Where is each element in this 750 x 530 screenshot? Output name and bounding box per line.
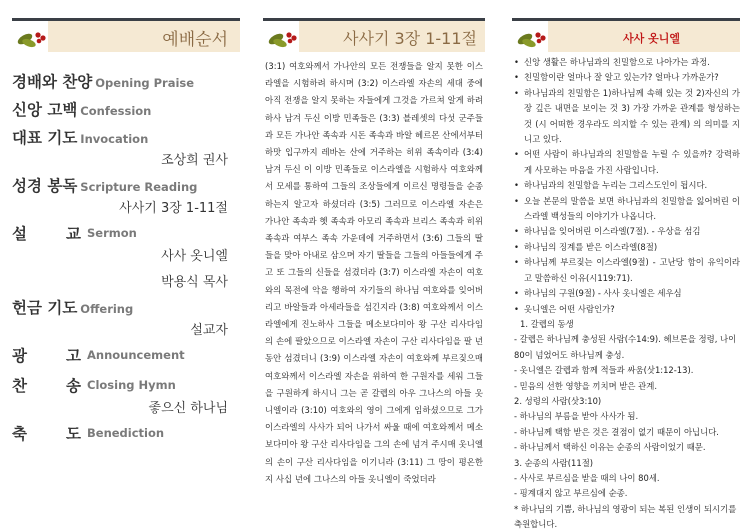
scripture-column	[263, 18, 485, 530]
invocation-leader: 조상희 권사	[161, 153, 228, 168]
list-item: • 친밀함이란 얼마나 잘 알고 있는가? 얼마나 가까운가?	[512, 70, 740, 85]
sermon-notes-column	[512, 18, 740, 530]
column-header	[263, 18, 485, 52]
column-header	[512, 18, 740, 52]
item-korean-2: 송	[66, 377, 81, 395]
item-english: Announcement	[87, 348, 185, 362]
item-english: Scripture Reading	[80, 180, 198, 194]
order-of-worship-column	[12, 18, 240, 530]
item-korean-1: 찬	[12, 377, 27, 395]
section-heading: 2. 성령의 사람(삿3:10)	[514, 395, 602, 406]
item-korean-1: 광	[12, 347, 27, 365]
item-korean: 성경 봉독	[12, 177, 78, 195]
scripture-title: 사사기 3장 1-11절	[343, 29, 477, 48]
closing-blessing: * 하나님의 기쁨, 하나님의 영광이 되는 복된 인생이 되시기를 축원합니다.	[514, 503, 737, 530]
item-korean-2: 도	[66, 425, 81, 443]
section-line: - 사사로 부르심을 받을 때의 나이 80세.	[514, 472, 660, 483]
sermon-bullets	[512, 55, 740, 317]
worship-item-announcement	[12, 344, 240, 366]
worship-item-offering	[12, 296, 240, 318]
list-item: • 옷니엘은 어떤 사람인가?	[512, 302, 740, 317]
worship-item-closing-hymn	[12, 374, 240, 396]
sermon-notes	[512, 52, 740, 530]
sermon-preacher: 박용식 목사	[161, 275, 228, 290]
section-heading: 3. 순종의 사람(11절)	[514, 457, 594, 468]
section-heading: 1. 갈렙의 동생	[520, 318, 574, 329]
worship-item-opening-praise	[12, 70, 240, 92]
list-item: • 하나님의 구원(9절) - 사사 옷니엘은 세우심	[512, 286, 740, 301]
item-english: Confession	[80, 104, 152, 118]
column-header	[12, 18, 240, 52]
leaf-berries-icon	[516, 25, 550, 51]
offering-leader: 설교자	[190, 323, 228, 338]
section-line: - 하나님의 부름을 받아 사사가 됨.	[514, 411, 639, 422]
section-line: - 믿음의 선한 영향을 끼치며 받은 관계.	[514, 380, 658, 391]
scripture-text: (3:1) 여호와께서 가나안의 모든 전쟁들을 알지 못한 이스라엘을 시험하려 하시며 (3:2) 이스라엘 자손의 세대 중에 아직 전쟁을 알지 못하는 자들에게 그것을 가르쳐 알게 하려 하사 남겨 두신 이방 민족들은 (3:3) 블레셋의 다섯 군주들과 모든 가나안 족속과 시돈 족속과 바알 헤르몬 산에서부터 하맛 입구까지 레바논 산에 거주하는 히위 족속이라 (3:4) 남겨 두신 이 이방 민족들로 이스라엘을 시험하사 여호와께서 모세를 통하여 그들의 조상들에게 이르신 명령들을 순종하는지 알고자 하셨더라 (3:5) 그러므로 이스라엘 자손은 가나안 족속과 헷 족속과 아모리 족속과 브리스 족속과 히위 족속과 여부스 족속 가운데에 거주하면서 (3:6) 그들의 딸들을 맞아 아내로 삼으며 자기 딸들을 그들의 아들들에게 주고 또 그들의 신들을 섬겼더라 (3:7) 이스라엘 자손이 여호와의 목전에 악을 행하여 자기들의 하나님 여호와를 잊어버리고 바알들과 아세라들을 섬긴지라 (3:8) 여호와께서 이스라엘에게 진노하사 그들을 메소보다미아 왕 구산 리사다임의 손에 팔았으므로 이스라엘 자손이 구산 리사다임을 팔 년 동안 섬겼더니 (3:9) 이스라엘 자손이 여호와께 부르짖으매 여호와께서 이스라엘 자손을 위하여 한 구원자를 세워 그들을 구원하게 하시니 그는 곧 갈렙의 아우 그나스의 아들 옷니엘이라 (3:10) 여호와의 영이 그에게 임하셨으므로 그가 이스라엘의 사사가 되어 나가서 싸울 때에 여호와께서 메소보다미아 왕 구산 리사다임을 그의 손에 넘겨 주시매 옷니엘의 손이 구산 리사다임을 이기니라 (3:11) 그 땅이 평온한 지 사십 년에 그나스의 아들 옷니엘이 죽었더라	[265, 61, 483, 484]
leaf-berries-icon	[16, 25, 50, 51]
list-item: • 하나님과의 친밀함은 1)하나님께 속해 있는 것 2)자신의 가장 깊은 내면을 보이는 것 3) 가장 가까운 관계를 형성하는 것 (시 어떠한 경우라도 의지할 수 있는 관계) 의 의미를 지니고 있다.	[512, 86, 740, 148]
sermon-title: 사사 옷니엘	[623, 32, 680, 45]
section-line: - 하나님께 택함 받은 것은 결점이 없기 때문이 아닙니다.	[514, 426, 719, 437]
list-item: • 하나님의 징계를 받은 이스라엘(8절)	[512, 240, 740, 255]
worship-item-invocation	[12, 126, 240, 148]
list-item: • 어떤 사람이 하나님과의 친밀함을 누릴 수 있을까? 강력하게 사모하는 마음을 가진 사람입니다.	[512, 147, 740, 178]
item-english: Opening Praise	[95, 76, 195, 90]
item-korean-1: 축	[12, 425, 27, 443]
section-line: - 핑계대지 않고 부르심에 순종.	[514, 488, 628, 499]
item-english: Benediction	[87, 426, 165, 440]
worship-item-sermon	[12, 222, 240, 244]
section-line: - 갈렙은 하나님께 충성된 사람(수14:9). 헤브론을 정령, 나이 80이 넘었어도 하나님께 충성.	[514, 334, 737, 360]
item-korean-2: 교	[66, 225, 81, 243]
item-english: Sermon	[87, 226, 137, 240]
section-line: - 하나님께서 택하신 이유는 순종의 사람이었기 때문.	[514, 442, 706, 453]
item-english: Offering	[80, 302, 134, 316]
leaf-berries-icon	[267, 25, 301, 51]
item-english: Closing Hymn	[87, 378, 176, 392]
page-title: 예배순서	[162, 30, 228, 50]
list-item: • 오늘 본문의 말씀을 보면 하나님과의 친밀함을 잃어버린 이스라엘 백성들의 이야기가 나옵니다.	[512, 194, 740, 225]
list-item: • 하나님을 잊어버린 이스라엘(7절). - 우상을 섬김	[512, 224, 740, 239]
sermon-title: 사사 옷니엘	[161, 249, 228, 264]
closing-hymn-title: 좋으신 하나님	[148, 401, 228, 416]
list-item: • 하나님과의 친밀함을 누리는 그리스도인이 됩시다.	[512, 178, 740, 193]
worship-item-benediction	[12, 422, 240, 444]
item-korean-1: 설	[12, 225, 27, 243]
item-korean: 헌금 기도	[12, 299, 78, 317]
scripture-reference: 사사기 3장 1-11절	[119, 201, 228, 216]
list-item: • 하나님께 부르짖는 이스라엘(9절) - 고난당 함이 유익이라 고 말씀하신 이유(시119:71).	[512, 255, 740, 286]
item-korean-2: 고	[66, 347, 81, 365]
item-korean: 경배와 찬양	[12, 73, 93, 91]
worship-item-confession	[12, 98, 240, 120]
item-korean: 대표 기도	[12, 129, 78, 147]
list-item: • 신앙 생활은 하나님과의 친밀함으로 나아가는 과정.	[512, 55, 740, 70]
item-english: Invocation	[80, 132, 149, 146]
item-korean: 신앙 고백	[12, 101, 78, 119]
section-line: - 옷니엘은 갈렙과 함께 적들과 싸움(삿1:12-13).	[514, 365, 694, 376]
worship-item-scripture	[12, 174, 240, 196]
